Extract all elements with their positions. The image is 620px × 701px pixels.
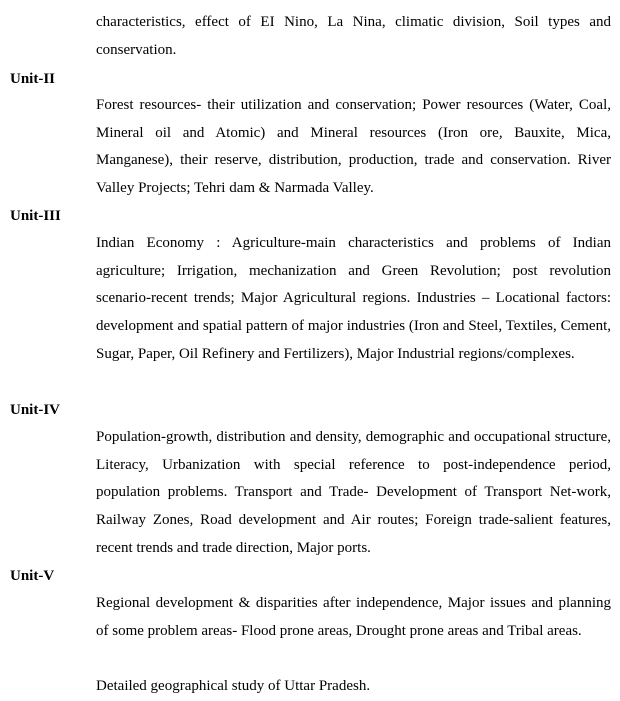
unit-ii-text: Forest resources- their utilization and conservation; Power resources (Water, Coal, Mineral oil and Atomic) and Mineral resources (Iron ore, Bauxite, Mica, Manganese), their reserve, distribution, production, trade and conservation. River Valley Projects; Tehri dam & Narmada Valley. (96, 97, 611, 197)
unit-iii-heading: Unit-III (10, 208, 61, 224)
unit-iii-text: Indian Economy : Agriculture-main characteristics and problems of Indian agriculture; Irrigation, mechanization and Green Revolution; post revolution scenario-recent trends; Major Agricultural regions. Industries – Locational factors: development and spatial pattern of major industries (Iron and Steel, Textiles, Cement, Sugar, Paper, Oil Refinery and Fertilizers), Major Industrial regions/complexes. (96, 235, 611, 362)
unit-iv-heading: Unit-IV (10, 402, 61, 418)
closing-line: Detailed geographical study of Uttar Pradesh. (96, 678, 371, 694)
intro-paragraph: characteristics, effect of EI Nino, La Nina, climatic division, Soil types and conservation. (96, 14, 611, 58)
unit-iv-text: Population-growth, distribution and density, demographic and occupational structure, Literacy, Urbanization with special reference to post-independence period, population problems. Transport and Trade- Development of Transport Net-work, Railway Zones, Road development and Air routes; Foreign trade-salient features, recent trends and trade direction, Major ports. (96, 429, 611, 556)
unit-v-text: Regional development & disparities after independence, Major issues and planning of some problem areas- Flood prone areas, Drought prone areas and Tribal areas. (96, 595, 611, 639)
unit-v-heading: Unit-V (10, 568, 55, 584)
unit-ii-heading: Unit-II (10, 71, 56, 87)
